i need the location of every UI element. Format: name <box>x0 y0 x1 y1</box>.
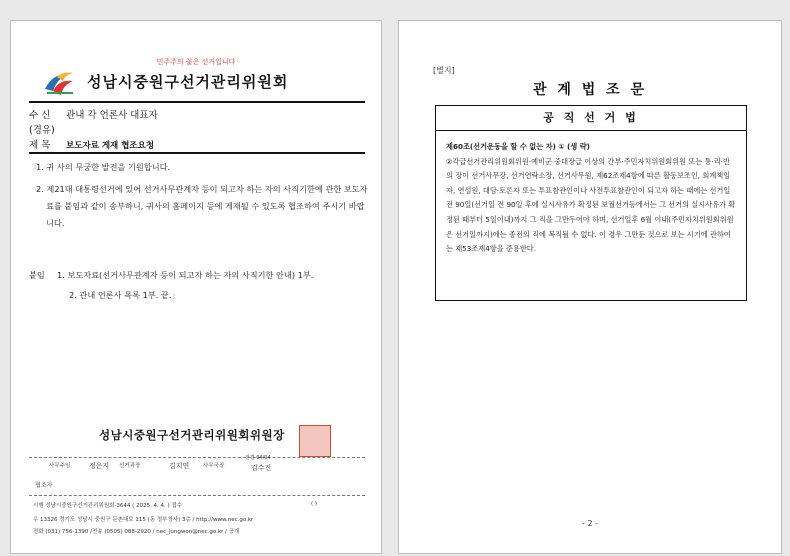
official-seal-icon <box>299 425 331 457</box>
annex-label: [별지] <box>433 66 455 75</box>
subject-value: 보도자료 게재 협조요청 <box>66 141 155 151</box>
body-line-1: 1. 귀 사의 무궁한 발전을 기원합니다. <box>36 162 171 172</box>
via-label: (경유) <box>29 125 55 136</box>
subject-divider <box>29 152 365 154</box>
footer-cooperation: 협조자 <box>35 482 53 489</box>
org-name: 성남시중원구선거관리위원회 <box>87 73 289 91</box>
footer-address: 우 13326 경기도 성남시 중원구 둔촌대로 115 (동 정부청사) 3층 / http://www.nec.go.kr <box>33 517 254 523</box>
law-box-title: 공 직 선 거 법 <box>436 106 746 131</box>
footer-name-3: 김수진 <box>251 464 272 472</box>
footer-divider-mid <box>29 495 365 496</box>
attach-label: 붙임 <box>29 270 45 280</box>
recipient-label: 수 신 <box>29 110 51 121</box>
signature-line: 성남시중원구선거관리위원회위원장 <box>99 428 285 442</box>
footer-enforce-paren: ( ) <box>311 501 318 507</box>
recipient-value: 관내 각 언론사 대표자 <box>66 110 158 121</box>
right-document-page <box>398 20 782 554</box>
open-bracket: 「 <box>29 164 39 174</box>
footer-name-1: 정은지 <box>89 462 110 470</box>
election-commission-logo-icon <box>43 69 77 97</box>
attach-item-2-text: 2. 관내 언론사 목록 1부. 끝. <box>69 290 172 300</box>
attach-item-2 <box>69 287 180 304</box>
footer-role-2: 선거과장 <box>119 463 141 469</box>
subject-label: 제 목 <box>29 140 51 151</box>
recipient-row <box>29 107 158 121</box>
footer-role-1: 사무주임 <box>49 463 71 469</box>
footer-enforce: 시행 성남시중원구선거관리위원회-3644 ( 2025. 4. 4. ) 접수 <box>33 503 183 509</box>
footer-approval-date: 전결 04/04 <box>245 455 271 461</box>
footer-phone: 전화 (031) 756-1390 /전송 (0505) 088-2920 / nec_jungwon@nec.go.kr / 공개 <box>33 529 240 535</box>
law-title: 관 계 법 조 문 <box>532 82 648 98</box>
footer-divider-top <box>29 457 365 458</box>
header-divider <box>29 101 365 103</box>
article-body: ②각급선거관리위원회위원·예비군 중대장급 이상의 간부·주민자치위원회위원 또는 통·리·반의 장이 선거사무장, 선거연락소장, 선거사무원, 제62조제4항에 따른 활동보조인, 회계책임자, 연설원, 대담·토론자 또는 투표참관인이나 사전투표참관인이 되고자 하는 때에는 선거일전 90일(선거일 전 90일 후에 실시사유가 확정된 보궐선거등에서는 그 선거의 실시사유가 확정된 때부터 5일이내)까지 그 직을 그만두어야 하며, 선거일후 6월 이내(주민자치위원회위원은 선거일까지)에는 종전의 직에 복직될 수 없다. 이 경우 그만둔 것으로 보는 시기에 관하여는 제53조제4항을 준용한다. <box>446 156 736 254</box>
left-document-page <box>10 20 382 554</box>
article-heading: 제60조(선거운동을 할 수 없는 자) ① (생 략) <box>446 142 590 151</box>
law-box <box>435 105 747 301</box>
law-box-body <box>446 140 736 257</box>
attach-item-1: 1. 보도자료(선거사무관계자 등이 되고자 하는 자의 사직기한 안내) 1부. <box>57 270 314 280</box>
close-bracket: 」 <box>171 290 180 300</box>
body-line-2: 2. 제21대 대통령선거에 있어 선거사무관계자 등이 되고자 하는 자의 사직기한에 관한 보도자료를 붙임과 같이 송부하니, 귀사의 홈페이지 등에 게재될 수 있도록 협조하여 주시기 바랍니다. <box>36 184 368 228</box>
subject-row <box>29 137 154 151</box>
page-number: - 2 - <box>582 519 598 528</box>
slogan: 민주주의 꽃은 선거입니다 <box>156 58 236 66</box>
footer-name-2: 김지연 <box>169 462 190 470</box>
footer-role-3: 사무국장 <box>203 463 225 469</box>
